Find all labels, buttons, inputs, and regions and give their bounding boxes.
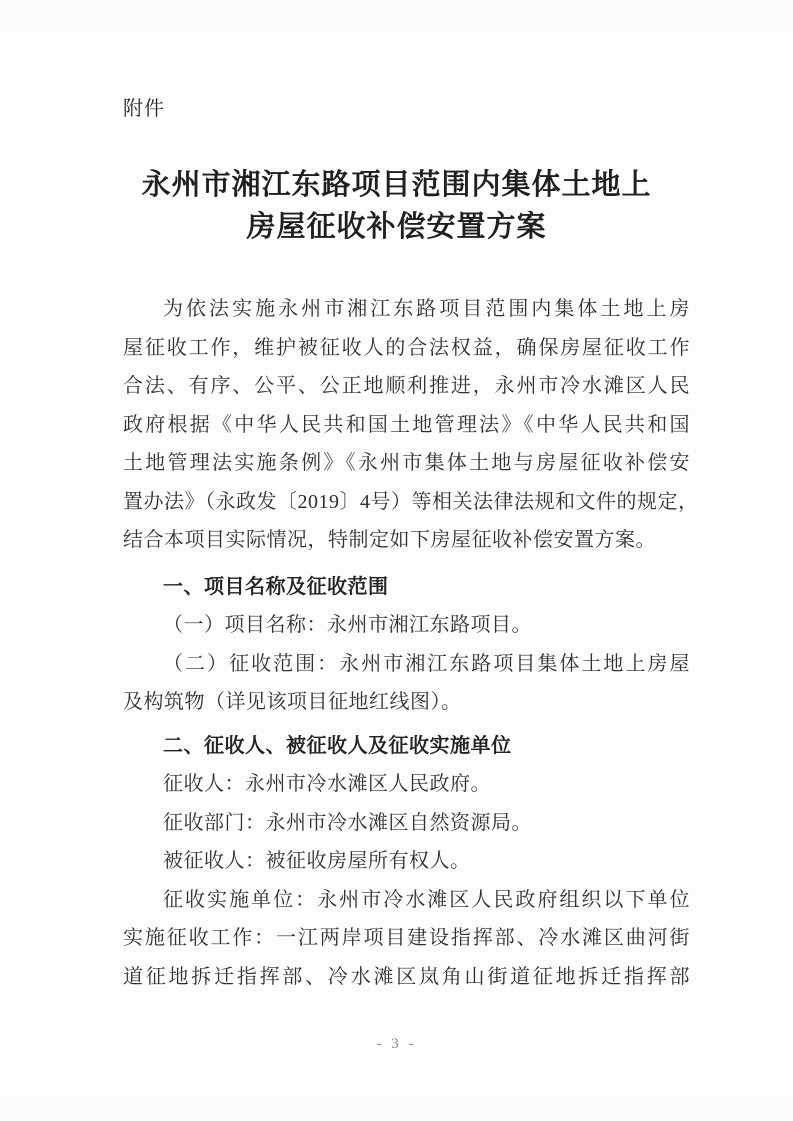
body-line: （一）项目名称：永州市湘江东路项目。 bbox=[163, 614, 532, 636]
body-line: 及构筑物（详见该项目征地红线图）。 bbox=[123, 691, 462, 713]
section-heading-2: 二、征收人、被征收人及征收实施单位 bbox=[163, 734, 512, 757]
body-line: 被征收人：被征收房屋所有权人。 bbox=[163, 850, 471, 872]
body-line: 合法、有序、公平、公正地顺利推进，永州市冷水滩区人民 bbox=[123, 375, 690, 397]
page-number: - 3 - bbox=[376, 1036, 417, 1052]
body-line: 实施征收工作：一江两岸项目建设指挥部、冷水滩区曲河街 bbox=[123, 927, 690, 949]
body-line: 为依法实施永州市湘江东路项目范围内集体土地上房 bbox=[163, 298, 690, 320]
body-line: 屋征收工作，维护被征收人的合法权益，确保房屋征收工作 bbox=[123, 336, 690, 359]
document-title-line-2: 房屋征收补偿安置方案 bbox=[246, 211, 547, 243]
body-line: （二）征收范围：永州市湘江东路项目集体土地上房屋 bbox=[163, 652, 690, 675]
section-heading-1: 一、项目名称及征收范围 bbox=[163, 575, 389, 598]
body-line: 结合本项目实际情况，特制定如下房屋征收补偿安置方案。 bbox=[123, 529, 656, 551]
attachment-label: 附件 bbox=[123, 98, 165, 120]
body-line: 政府根据《中华人民共和国土地管理法》《中华人民共和国 bbox=[123, 413, 690, 436]
document-body bbox=[123, 290, 699, 996]
body-line: 征收部门：永州市冷水滩区自然资源局。 bbox=[163, 811, 532, 834]
body-line: 道征地拆迁指挥部、冷水滩区岚角山街道征地拆迁指挥部 bbox=[123, 965, 690, 988]
document-title bbox=[108, 164, 685, 248]
body-line: 征收人：永州市冷水滩区人民政府。 bbox=[163, 773, 491, 795]
body-line: 征收实施单位：永州市冷水滩区人民政府组织以下单位 bbox=[163, 888, 690, 911]
document-title-line-1: 永州市湘江东路项目范围内集体土地上 bbox=[141, 169, 652, 201]
body-line: 土地管理法实施条例》《永州市集体土地与房屋征收补偿安 bbox=[123, 452, 690, 474]
body-line: 置办法》（永政发〔2019〕4号）等相关法律法规和文件的规定， bbox=[123, 490, 699, 513]
